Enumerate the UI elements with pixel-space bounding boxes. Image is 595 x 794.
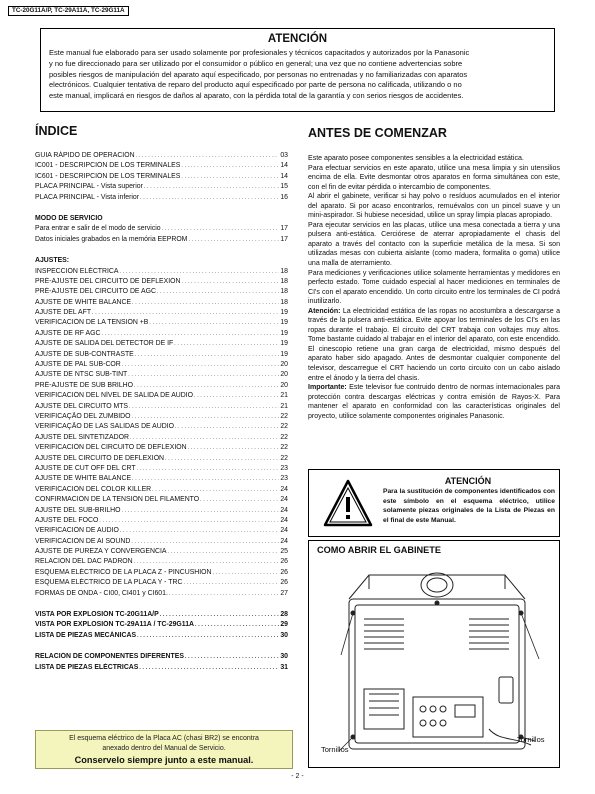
toc-leader: [137, 464, 280, 474]
toc-entry-title: VISTA POR EXPLOSIÓN TC-29A11A / TC-29G11A: [35, 621, 195, 629]
note-line: anexado dentro del Manual de Servicio.: [102, 745, 226, 752]
toc-entry-page: 15: [280, 183, 288, 191]
toc-leader: [122, 506, 280, 516]
index-column: [35, 120, 288, 673]
attention-box-title: ATENCIÓN: [444, 476, 492, 486]
toc-entry-title: CONFIRMACIÓN DE LA TENSIÓN DEL FILAMENTO: [35, 496, 200, 504]
toc-entry: [35, 620, 288, 630]
screws-label-left: Tornillos: [321, 745, 349, 754]
toc-leader: [132, 474, 279, 484]
toc-leader: [132, 298, 279, 308]
toc-entry: [35, 412, 288, 422]
toc-entry: [35, 454, 288, 464]
toc-entry-title: VERIFICACIÓN DE LA TENSIÓN +B: [35, 319, 149, 327]
toc-entry: [35, 495, 288, 505]
toc-leader: [134, 381, 279, 391]
toc-entry: [35, 485, 288, 495]
toc-entry-title: GUIA RÁPIDO DE OPERACIÓN: [35, 152, 135, 159]
page-number: - 2 -: [291, 773, 304, 780]
warning-line: electrónicos. Cualquier tentativa de reparo del producto aquí especificado por parte de persona no calificada, utilizando o no: [49, 80, 462, 90]
toc-leader: [213, 568, 280, 578]
toc-leader: [131, 412, 279, 422]
warning-triangle-icon: [323, 478, 373, 528]
paragraph: Para mediciones y verificaciones utilice solamente herramientas y medidores en perfecto estado. Tome cuidado especial al hacer mediciones en terminales de CI's con el aparato encendido. Un corto circuito entre los terminales de CI podrá inutilizarlo.: [308, 269, 560, 306]
toc-entry: [35, 298, 288, 308]
toc-entry-title: LISTA DE PIEZAS ELÉCTRICAS: [35, 663, 139, 671]
toc-entry-title: PLACA PRINCIPAL - Vista superior: [35, 183, 143, 191]
toc-entry-page: 22: [280, 444, 288, 452]
toc-leader: [122, 360, 280, 370]
toc-entry: [35, 516, 288, 526]
toc-entry-title: AJUSTE DE CUT OFF DEL CRT: [35, 464, 136, 472]
toc-entry-page: 24: [280, 496, 288, 504]
warning-title: ATENCIÓN: [267, 33, 328, 45]
toc-entry: [35, 391, 288, 401]
note-line: El esquema eléctrico de la Placa AC (chasi BR2) se encontra: [69, 735, 259, 742]
toc-leader: [160, 610, 280, 620]
toc-entry-title: Para entrar e salir de el modo de servicio: [35, 225, 161, 233]
toc-entry: [35, 277, 288, 287]
toc-entry-page: 24: [280, 485, 288, 493]
toc-entry-page: 19: [280, 329, 288, 337]
warning-line: y no fue direccionado para ser utilizado por el consumidor o público en general; una vez que no contiene advertencias sobre: [49, 58, 463, 68]
warning-line: Este manual fue elaborado para ser usado solamente por profesionales y técnicos capacitados y autorizados por la Panasonic: [49, 48, 470, 57]
toc-entry-title: VERIFICACIÓN DEL COLOR KILLER: [35, 485, 152, 493]
toc-entry-title: AJUSTE DEL CIRCUITO MTS: [35, 402, 129, 410]
toc-entry-title: AJUSTE DEL SINTETIZADOR: [35, 433, 129, 441]
toc-entry-page: 31: [280, 663, 288, 671]
toc-entry: [35, 557, 288, 567]
toc-leader: [119, 267, 279, 277]
toc-leader: [99, 516, 279, 526]
toc-entry-title: INSPECCIÓN ELÉCTRICA: [35, 267, 119, 275]
toc-entry-title: PRÉ-AJUSTE DEL CIRCUITO DE AGC: [35, 288, 156, 296]
toc-entry-page: 19: [280, 340, 288, 348]
note-emphasis: Conservelo siempre junto a este manual.: [74, 755, 254, 765]
toc-entry: [35, 267, 288, 277]
toc-entry-title: RELACIÓN DEL DAC PADRON: [35, 558, 133, 566]
paragraph: Al abrir el gabinete, verificar si hay polvo o resíduos acumulados en el interior del aparato. Si por acaso encontrarlos, remuévalos con un pincel suave y un mini-aspirador. Si hubiese necesidad, utilice un spray limpia placas apropiado.: [308, 193, 560, 220]
toc-entry-page: 24: [280, 516, 288, 524]
toc-entry-title: LISTA DE PIEZAS MECÁNICAS: [35, 631, 137, 639]
attention-box: [308, 469, 560, 537]
toc-leader: [162, 224, 280, 234]
toc-leader: [194, 391, 279, 401]
toc-leader: [128, 370, 279, 380]
toc-entry: [35, 350, 288, 360]
toc-entry-page: 24: [280, 506, 288, 514]
warning-line: este manual, implicará en riesgos de daños al aparato, con la pérdida total de la garantía y con serios riesgos de accidentes.: [49, 91, 464, 101]
toc-entry: [35, 464, 288, 474]
toc-entry-page: 24: [280, 537, 288, 545]
toc-entry-page: 18: [280, 277, 288, 285]
toc-entry-page: 20: [280, 381, 288, 389]
toc-leader: [136, 151, 280, 161]
toc-entry-page: 19: [280, 319, 288, 327]
toc-entry: [35, 547, 288, 557]
toc-leader: [152, 485, 279, 495]
toc-leader: [140, 193, 279, 203]
model-tag: TC-20G11A/P, TC-29A11A, TC-29G11A: [8, 6, 129, 16]
toc-leader: [157, 287, 279, 297]
warning-body: [49, 48, 546, 102]
toc-entry: [35, 443, 288, 453]
toc-entry-page: 19: [280, 350, 288, 358]
toc-leader: [135, 350, 280, 360]
attention-text: La electricidad estática de las ropas no acostumbra a descargarse a través de la pulsera anti-estática. Evite apoyar los terminales de los CI's en las ropas durante el trabajo. El circuito del CRT trabaja con voltajes muy altos. Tome bastante cuidado al trabajar en el interior del aparato, con este encendido. El cinescopio retiene una gran carga de electricidad, mismo después del aparato haber sido apagado. Antes de desmontar cualquier componente del televisor, descarregue el CRT haciendo un corto circuito con un cabo aislado entre el ánodo y la tierra del chasis.: [308, 307, 560, 382]
toc-entry: [35, 287, 288, 297]
toc-leader: [131, 537, 279, 547]
before-start-column: [308, 120, 560, 421]
toc-entry-title: IC601 - DESCRIPCIÓN DE LOS TERMINALES: [35, 172, 181, 180]
toc-entry: [35, 402, 288, 412]
toc-entry-page: 14: [280, 162, 288, 170]
paragraph: Este aparato posee componentes sensibles a la electricidad estática.: [308, 155, 524, 162]
toc-entry: [35, 652, 288, 662]
toc-entry: [35, 224, 288, 234]
toc-entry-title: VERIFICACIÓN DEL CIRCUITO DE DEFLEXIÓN: [35, 444, 187, 452]
toc-entry-title: AJUSTE DEL SUB-BRILHO: [35, 506, 121, 514]
paragraph: [308, 383, 560, 421]
toc-entry: [35, 506, 288, 516]
paragraph: Para efectuar servicios en este aparato, utilice una mesa limpia y sin utensilios encima de ella. Evite desmontar otros aparatos en forma simultánea con este, con el fin de evitar pérdida o intercambio de componentes.: [308, 164, 560, 191]
toc-entry-page: 03: [280, 152, 288, 159]
important-text: Este televisor fue contruido dentro de normas internacionales para protección contra descargas eléctricas y contra emisión de Rayos-X. Para mantener el aparato en conformidad con las características originales del proyecto, utilice solamente componentes originales Panasonic.: [308, 384, 560, 420]
toc-entry-page: 19: [280, 309, 288, 317]
toc-entry-title: ESQUEMA ELÉCTRICO DE LA PLACA Y - TRC: [35, 579, 183, 587]
toc-entry: [35, 172, 288, 182]
toc-leader: [130, 433, 279, 443]
toc-entry-title: PRÉ-AJUSTE DE SUB BRILHO: [35, 381, 134, 389]
cabinet-figure: [308, 540, 560, 768]
toc-entry-title: PLACA PRINCIPAL - Vista inferior: [35, 193, 140, 201]
toc-entry-title: AJUSTE DE SALIDA DEL DETECTOR DE IF: [35, 340, 174, 348]
toc-entry-title: AJUSTE DE NTSC SUB-TINT: [35, 371, 128, 379]
toc-leader: [182, 277, 280, 287]
toc-leader: [167, 547, 279, 557]
service-mode-heading: MODO DE SERVICIO: [35, 214, 103, 222]
toc-entry: [35, 537, 288, 547]
toc-entry: [35, 182, 288, 192]
toc-entry-page: 23: [280, 475, 288, 483]
toc-entry-title: VERIFICACIÓN DE AI SOUND: [35, 537, 131, 545]
toc-entry: [35, 422, 288, 432]
toc-leader: [188, 235, 279, 245]
toc-entry: [35, 370, 288, 380]
toc-entry-page: 18: [280, 288, 288, 296]
schematic-note: [35, 730, 293, 769]
toc-entry-page: 22: [280, 412, 288, 420]
toc-entry-page: 18: [280, 267, 288, 275]
before-start-text: [308, 154, 560, 421]
toc-leader: [169, 589, 279, 599]
index-title: ÍNDICE: [35, 124, 78, 138]
attention-label: Atención:: [308, 307, 341, 315]
toc-entry: [35, 339, 288, 349]
toc-entry-page: 22: [280, 454, 288, 462]
toc-entry-page: 25: [280, 548, 288, 556]
toc-entry-page: 24: [280, 527, 288, 535]
index-group-parts: [35, 652, 288, 673]
toc-leader: [181, 161, 279, 171]
toc-entry: [35, 589, 288, 599]
toc-entry-page: 16: [280, 193, 288, 201]
toc-leader: [129, 402, 279, 412]
adjustments-heading: AJUSTES:: [35, 257, 70, 265]
toc-entry: [35, 474, 288, 484]
toc-leader: [181, 172, 279, 182]
toc-entry-page: 18: [280, 298, 288, 306]
toc-entry-page: 21: [280, 392, 288, 400]
toc-entry-page: 21: [280, 402, 288, 410]
toc-leader: [149, 318, 279, 328]
toc-entry-title: AJUSTE DE WHITE BALANCE: [35, 475, 132, 483]
toc-entry: [35, 568, 288, 578]
paragraph: [308, 307, 560, 383]
toc-entry-title: AJUSTE DE SUB-CONTRASTE: [35, 350, 134, 358]
toc-leader: [120, 526, 279, 536]
toc-entry-page: 14: [280, 172, 288, 180]
toc-entry-page: 30: [280, 653, 288, 661]
toc-entry-title: VISTA POR EXPLOSIÓN TC-20G11A/P: [35, 611, 159, 619]
toc-entry: [35, 235, 288, 245]
toc-entry: [35, 526, 288, 536]
toc-leader: [175, 422, 279, 432]
toc-entry-title: AJUSTE DEL CIRCUITO DE DEFLEXIÓN: [35, 454, 165, 462]
toc-entry: [35, 578, 288, 588]
toc-leader: [139, 663, 279, 673]
attention-box-text: Para la sustitución de componentes identificados con este símbolo en el esquema eléctrico, utilice solamente piezas originales de la Lista de Piezas en el final de este Manual.: [383, 488, 555, 524]
toc-entry-title: Datos iniciales grabados en la memória EEPROM: [35, 235, 188, 243]
toc-entry-title: PRÉ-AJUSTE DEL CIRCUITO DE DEFLEXIÓN: [35, 277, 181, 285]
screws-label-right: Tornillos: [517, 735, 545, 744]
before-start-title: ANTES DE COMENZAR: [308, 126, 447, 140]
toc-leader: [137, 631, 279, 641]
toc-leader: [165, 454, 279, 464]
important-label: Importante:: [308, 384, 347, 392]
toc-leader: [174, 339, 279, 349]
toc-leader: [195, 620, 279, 630]
toc-entry-title: IC001 - DESCRIPCIÓN DE LOS TERMINALES: [35, 162, 181, 170]
toc-entry: [35, 610, 288, 620]
toc-entry: [35, 381, 288, 391]
warning-box: [40, 28, 555, 112]
toc-entry-title: VERIFICAÇÃO DE LAS SALIDAS DE AUDIO: [35, 423, 174, 431]
toc-entry-page: 20: [280, 371, 288, 379]
toc-leader: [188, 443, 280, 453]
toc-leader: [200, 495, 279, 505]
toc-entry-page: 22: [280, 423, 288, 431]
toc-entry-title: ESQUEMA ELÉCTRICO DE LA PLACA Z - PINCUSHION: [35, 568, 212, 576]
toc-entry: [35, 329, 288, 339]
toc-entry-title: AJUSTE DE WHITE BALANCE: [35, 298, 132, 306]
toc-entry-page: 28: [280, 611, 288, 619]
toc-entry-page: 20: [280, 361, 288, 369]
toc-entry: [35, 318, 288, 328]
toc-leader: [101, 329, 279, 339]
index-group-service: [35, 224, 288, 245]
toc-entry-page: 26: [280, 568, 288, 576]
toc-entry: [35, 631, 288, 641]
toc-entry-title: VERIFICAÇÃO DEL ZUMBIDO: [35, 412, 131, 420]
toc-entry-title: AJUSTE DE PAL SUB-COR: [35, 361, 121, 369]
toc-leader: [185, 652, 279, 662]
toc-entry-title: AJUSTE DE RF AGC: [35, 329, 101, 337]
toc-entry-title: AJUSTE DEL FOCO: [35, 516, 99, 524]
toc-entry: [35, 161, 288, 171]
toc-leader: [92, 308, 279, 318]
toc-entry: [35, 193, 288, 203]
toc-entry-title: AJUSTE DE PUREZA Y CONVERGENCIA: [35, 548, 167, 556]
toc-entry-title: VERIFICACIÓN DEL NÍVEL DE SALIDA DE AUDIO: [35, 392, 194, 400]
index-group-general: [35, 151, 288, 203]
index-group-exploded-views: [35, 610, 288, 641]
toc-leader: [134, 557, 280, 567]
toc-entry-page: 17: [280, 235, 288, 243]
toc-entry-title: AJUSTE DEL AFT: [35, 309, 92, 317]
toc-entry-title: RELACIÓN DE COMPONENTES DIFERENTES: [35, 653, 184, 661]
toc-leader: [183, 578, 279, 588]
toc-entry-page: 26: [280, 579, 288, 587]
toc-entry: [35, 308, 288, 318]
toc-entry-page: 17: [280, 225, 288, 233]
toc-entry-page: 30: [280, 631, 288, 639]
toc-entry-title: VERIFICACIÓN DE AUDIO: [35, 527, 119, 535]
toc-entry-page: 27: [280, 589, 288, 597]
toc-entry-page: 23: [280, 464, 288, 472]
toc-entry: [35, 433, 288, 443]
index-group-adjustments: [35, 267, 288, 600]
warning-line: posibles riesgos de manipulación del aparato aquí especificado, por personas no entrenadas y no familiarizadas con aparatos: [49, 69, 468, 79]
toc-entry-page: 22: [280, 433, 288, 441]
toc-entry: [35, 663, 288, 673]
toc-entry-page: 26: [280, 558, 288, 566]
toc-entry-page: 29: [280, 621, 288, 629]
toc-entry: [35, 151, 288, 161]
cabinet-title: COMO ABRIR EL GABINETE: [317, 545, 442, 555]
toc-entry: [35, 360, 288, 370]
toc-leader: [144, 182, 279, 192]
paragraph: Para ejecutar servicios en las placas, utilice una mesa conectada a tierra y una pulsera anti-estática. Cerciórese de aterrar apropiadamente el chasis del aparato a través del contacto con la superficie metálica de la mesa. Si son utilizadas mesas con cubierta aislante (como madera, formalita o goma) utilice una malla de aterramiento.: [308, 221, 560, 268]
toc-entry-title: FORMAS DE ONDA - CI00, CI401 y CI601.: [35, 589, 168, 597]
